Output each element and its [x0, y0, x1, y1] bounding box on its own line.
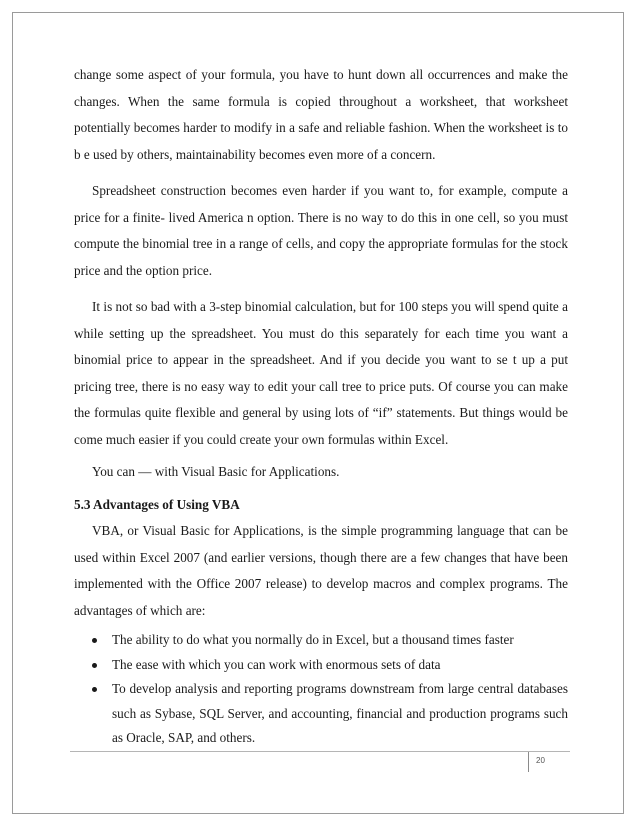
list-item — [74, 628, 568, 653]
page-number-divider — [528, 752, 529, 772]
bullet-icon — [92, 687, 97, 692]
paragraph-continuation: change some aspect of your formula, you have to hunt down all occurrences and make the changes. When the same formula is copied throughout a worksheet, that worksheet potentially becomes harder to modify in a safe and reliable fashion. When the worksheet is to b e used by others, maintainability becomes even more of a concern. — [74, 67, 568, 162]
section-intro: VBA, or Visual Basic for Applications, is the simple programming language that can be used within Excel 2007 (and earlier versions, though there are a few changes that have been implemented with the Office 2007 release) to develop macros and complex programs. The advantages of which are: — [74, 523, 568, 618]
page-body — [74, 62, 568, 751]
paragraph-spreadsheet-construction: Spreadsheet construction becomes even harder if you want to, for example, compute a price for a finite- lived America n option. There is no way to do this in one cell, so you must compute the binomial tree in a range of cells, and copy the appropriate formulas for the stock price and the option price. — [74, 183, 568, 278]
paragraph-binomial-calculation: It is not so bad with a 3-step binomial calculation, but for 100 steps you will spend quite a while setting up the spreadsheet. You must do this separately for each time you want a binomial price to appear in the spreadsheet. And if you decide you want to se t up a put pricing tree, there is no easy way to edit your call tree to price puts. Of course you can make the formulas quite flexible and general by using lots of “if” statements. But things would be come much easier if you could create your own formulas within Excel. — [74, 299, 568, 447]
list-item-text: The ability to do what you normally do in Excel, but a thousand times faster — [112, 632, 514, 647]
footer-rule — [70, 751, 570, 752]
list-item-text: To develop analysis and reporting programs downstream from large central databases such as Sybase, SQL Server, and accounting, financial and production programs such as Oracle, SAP, and others. — [112, 681, 568, 745]
bullet-icon — [92, 638, 97, 643]
section-heading: 5.3 Advantages of Using VBA — [74, 496, 240, 512]
list-item — [74, 653, 568, 678]
bullet-icon — [92, 663, 97, 668]
advantages-list — [74, 628, 568, 751]
list-item — [74, 677, 568, 751]
paragraph-vba-answer: You can — with Visual Basic for Applications. — [92, 464, 340, 479]
list-item-text: The ease with which you can work with enormous sets of data — [112, 656, 441, 672]
page-number: 20 — [536, 756, 545, 765]
